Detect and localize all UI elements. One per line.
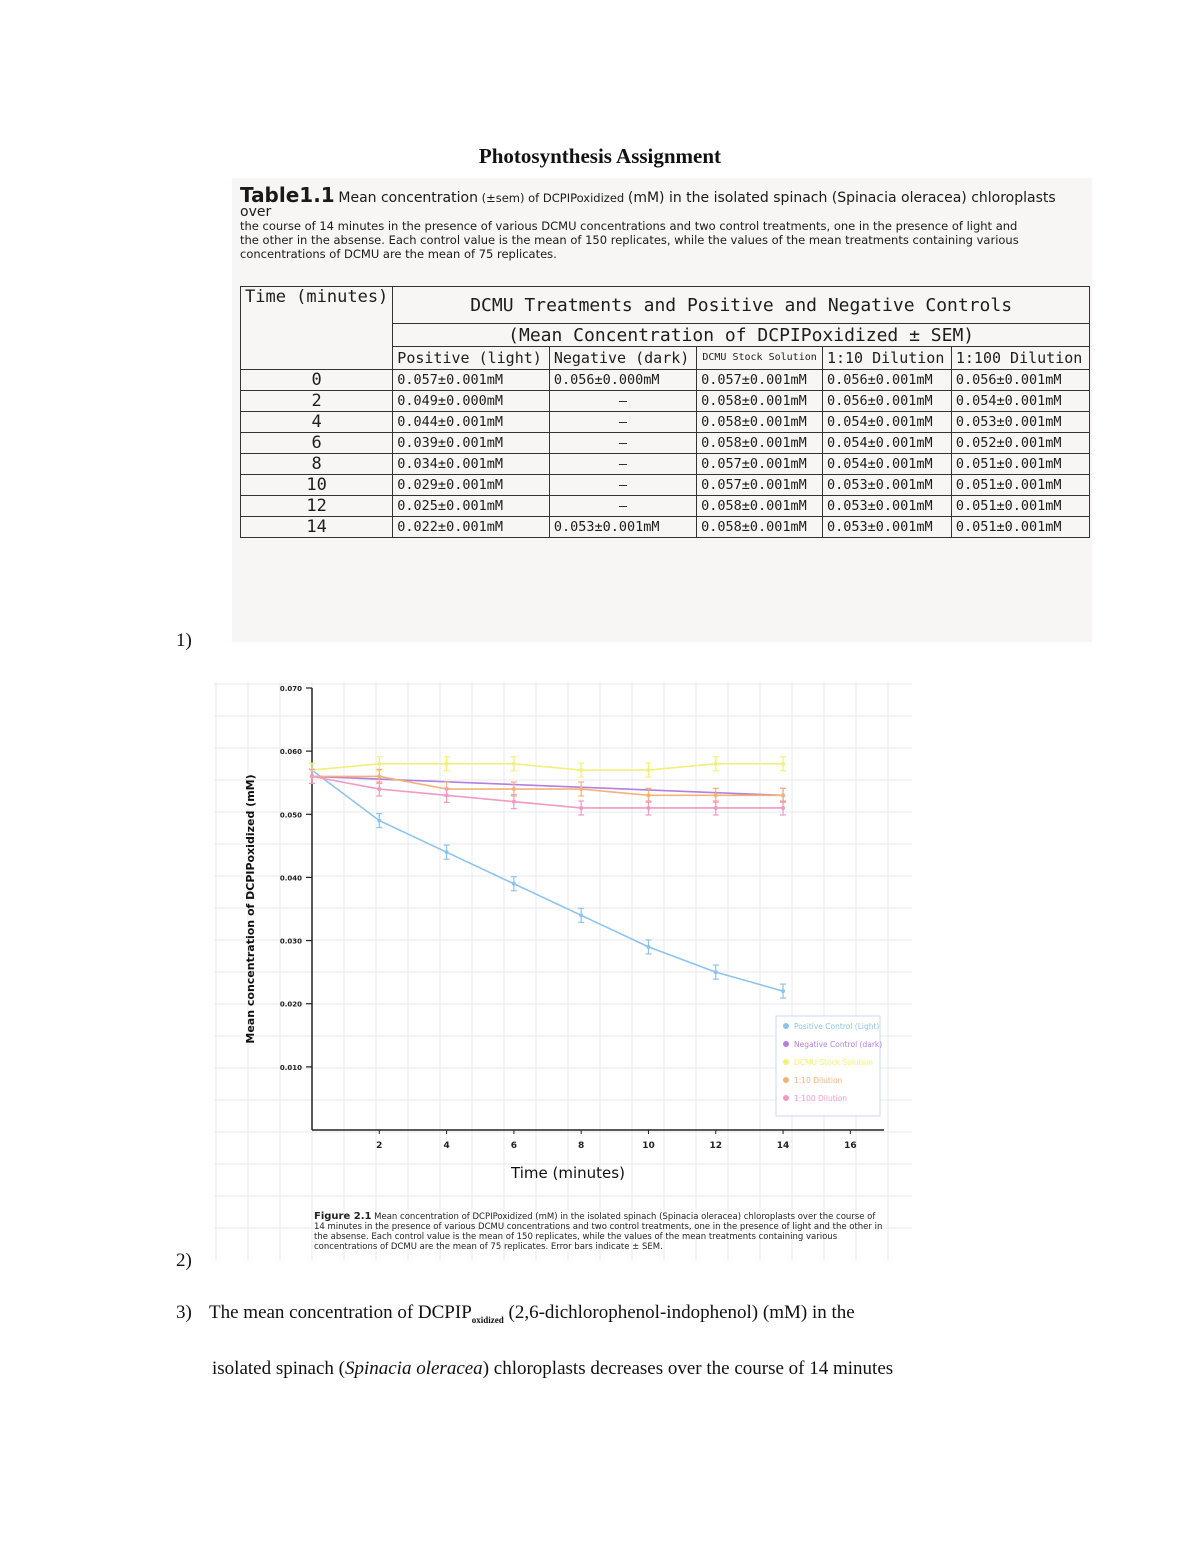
data-point (714, 793, 718, 797)
y-tick-label: 0.020 (279, 1000, 302, 1009)
x-axis-label: Time (minutes) (511, 1164, 625, 1182)
data-point (579, 768, 583, 772)
value-cell: — (549, 496, 696, 517)
x-tick-label: 8 (578, 1141, 585, 1151)
figure-caption-text: Mean concentration of DCPIPoxidized (mM) in the isolated spinach (Spinacia oleracea) chloroplasts over the course of 14 minutes in the presence of various DCMU concentrations and two control treatments, one in the presence of light and the other in the absense. Each control value is the mean of 150 replicates, while the values of the mean treatments containing various concentrations of DCMU are the mean of 75 replicates. Error bars indicate ± SEM. (314, 1212, 883, 1252)
data-point (377, 762, 381, 766)
value-cell: — (549, 475, 696, 496)
value-cell: 0.049±0.000mM (393, 391, 550, 412)
legend-marker (783, 1095, 789, 1101)
value-cell: 0.054±0.001mM (822, 454, 951, 475)
value-cell: 0.053±0.001mM (822, 496, 951, 517)
value-cell: 0.057±0.001mM (697, 454, 823, 475)
data-point (781, 806, 785, 810)
y-tick-label: 0.040 (279, 874, 302, 883)
data-point (445, 850, 449, 854)
value-cell: 0.057±0.001mM (697, 475, 823, 496)
data-point (445, 762, 449, 766)
paragraph-species: Spinacia oleracea (344, 1358, 483, 1379)
value-cell: 0.058±0.001mM (697, 391, 823, 412)
figure-caption (314, 1212, 884, 1252)
legend-marker (783, 1023, 789, 1029)
value-cell: 0.051±0.001mM (951, 475, 1089, 496)
value-cell: — (549, 391, 696, 412)
table-row (241, 412, 1090, 433)
legend-label: Positive Control (Light) (794, 1022, 880, 1031)
value-cell: 0.053±0.001mM (822, 517, 951, 538)
value-cell: 0.044±0.001mM (393, 412, 550, 433)
answer-paragraph-line1 (176, 1302, 1106, 1325)
value-cell: 0.053±0.001mM (822, 475, 951, 496)
group-header: DCMU Treatments and Positive and Negative Controls (393, 287, 1090, 324)
data-point (781, 762, 785, 766)
table-caption-line2: the course of 14 minutes in the presence of various DCMU concentrations and two control treatments, one in the presence of light and (240, 219, 1018, 233)
legend-label: DCMU Stock Solution (794, 1058, 874, 1067)
table-row (241, 496, 1090, 517)
data-point (714, 762, 718, 766)
time-cell: 2 (241, 391, 393, 412)
column-header: Negative (dark) (549, 347, 696, 370)
table-row (241, 475, 1090, 496)
value-cell: 0.057±0.001mM (697, 370, 823, 391)
value-cell: 0.039±0.001mM (393, 433, 550, 454)
series-line (312, 776, 783, 795)
data-point (781, 989, 785, 993)
legend-label: Negative Control (dark) (794, 1040, 883, 1049)
table-caption-line3: the other in the absense. Each control value is the mean of 150 replicates, while the values of the mean treatments containing various (240, 233, 1019, 247)
table-caption-part-c: (mM) in the isolated spinach (Spinacia oleracea) chloroplasts over (240, 190, 1056, 220)
x-tick-label: 10 (642, 1141, 655, 1151)
value-cell: — (549, 412, 696, 433)
x-tick-label: 16 (844, 1141, 857, 1151)
legend-marker (783, 1041, 789, 1047)
y-tick-label: 0.050 (279, 811, 302, 820)
legend-marker (783, 1077, 789, 1083)
data-table (240, 286, 1090, 538)
value-cell: 0.022±0.001mM (393, 517, 550, 538)
data-point (646, 806, 650, 810)
x-tick-label: 2 (376, 1141, 383, 1151)
legend-label: 1:100 Dilution (794, 1094, 848, 1103)
value-cell: 0.057±0.001mM (393, 370, 550, 391)
data-point (310, 774, 314, 778)
table-caption-part-b: (±sem) of DCPIPoxidized (481, 191, 625, 205)
data-point (646, 768, 650, 772)
table-row (241, 433, 1090, 454)
value-cell: 0.025±0.001mM (393, 496, 550, 517)
value-cell: 0.058±0.001mM (697, 433, 823, 454)
figure-caption-lead: Figure 2.1 (314, 1211, 372, 1222)
handwritten-table-image (232, 178, 1092, 642)
value-cell: 0.056±0.001mM (822, 370, 951, 391)
value-cell: 0.051±0.001mM (951, 496, 1089, 517)
time-cell: 0 (241, 370, 393, 391)
data-point (646, 793, 650, 797)
time-cell: 12 (241, 496, 393, 517)
y-tick-label: 0.060 (279, 748, 302, 757)
value-cell: 0.054±0.001mM (822, 412, 951, 433)
time-cell: 10 (241, 475, 393, 496)
value-cell: 0.058±0.001mM (697, 517, 823, 538)
table-caption (240, 183, 1090, 261)
legend-marker (783, 1059, 789, 1065)
value-cell: 0.056±0.000mM (549, 370, 696, 391)
x-tick-label: 14 (776, 1141, 790, 1151)
data-point (579, 913, 583, 917)
time-column-header: Time (minutes) (241, 287, 393, 370)
data-point (781, 793, 785, 797)
paragraph-text-a: The mean concentration of DCPIP (209, 1302, 472, 1323)
y-tick-label: 0.070 (279, 685, 302, 693)
data-point (579, 787, 583, 791)
value-cell: 0.052±0.001mM (951, 433, 1089, 454)
table-caption-line4: concentrations of DCMU are the mean of 75 replicates. (240, 247, 557, 261)
value-cell: 0.056±0.001mM (951, 370, 1089, 391)
y-axis-label: Mean concentration of DCPIPoxidized (mM) (244, 774, 257, 1044)
y-tick-label: 0.010 (279, 1063, 302, 1072)
x-tick-label: 12 (709, 1141, 723, 1151)
value-cell: 0.051±0.001mM (951, 517, 1089, 538)
data-point (512, 882, 516, 886)
value-cell: 0.054±0.001mM (951, 391, 1089, 412)
x-tick-label: 6 (510, 1141, 518, 1151)
table-row (241, 370, 1090, 391)
value-cell: — (549, 433, 696, 454)
paragraph-text-d: ) chloroplasts decreases over the course of 14 minutes (482, 1358, 894, 1379)
data-point (512, 787, 516, 791)
data-point (377, 787, 381, 791)
column-header: DCMU Stock Solution (697, 347, 823, 370)
table-row (241, 391, 1090, 412)
table-row (241, 454, 1090, 475)
value-cell: 0.054±0.001mM (822, 433, 951, 454)
value-cell: 0.058±0.001mM (697, 496, 823, 517)
table-row (241, 517, 1090, 538)
value-cell: 0.058±0.001mM (697, 412, 823, 433)
data-point (714, 970, 718, 974)
data-point (579, 806, 583, 810)
data-point (377, 819, 381, 823)
value-cell: 0.053±0.001mM (951, 412, 1089, 433)
item-number-3: 3) (176, 1302, 192, 1323)
time-cell: 8 (241, 454, 393, 475)
time-cell: 6 (241, 433, 393, 454)
data-point (512, 800, 516, 804)
series-line (312, 770, 783, 991)
data-point (377, 774, 381, 778)
paragraph-text-c: isolated spinach ( (212, 1358, 345, 1379)
value-cell: 0.034±0.001mM (393, 454, 550, 475)
answer-paragraph-line2 (212, 1358, 1142, 1380)
value-cell: — (549, 454, 696, 475)
value-cell: 0.056±0.001mM (822, 391, 951, 412)
data-point (445, 793, 449, 797)
column-header: 1:100 Dilution (951, 347, 1089, 370)
value-cell: 0.053±0.001mM (549, 517, 696, 538)
data-point (714, 806, 718, 810)
table-caption-part-a: Mean concentration (338, 190, 478, 206)
data-point (512, 762, 516, 766)
value-cell: 0.029±0.001mM (393, 475, 550, 496)
y-tick-label: 0.030 (279, 937, 302, 946)
item-number-1: 1) (176, 630, 192, 651)
column-header: Positive (light) (393, 347, 550, 370)
x-tick-label: 4 (443, 1141, 450, 1151)
line-chart (214, 682, 912, 1260)
time-cell: 14 (241, 517, 393, 538)
time-cell: 4 (241, 412, 393, 433)
table-caption-lead: Table1.1 (240, 183, 335, 207)
paragraph-text-b: (2,6-dichlorophenol-indophenol) (mM) in the (503, 1302, 855, 1323)
paragraph-subscript: oxidized (471, 1314, 504, 1325)
data-point (646, 945, 650, 949)
item-number-2: 2) (176, 1250, 192, 1271)
value-cell: 0.051±0.001mM (951, 454, 1089, 475)
figure-chart (214, 682, 912, 1260)
group-subheader: (Mean Concentration of DCPIPoxidized ± SEM) (393, 324, 1090, 347)
legend-label: 1:10 Dilution (794, 1076, 843, 1085)
series-line (312, 764, 783, 770)
page-title: Photosynthesis Assignment (478, 144, 722, 168)
column-header: 1:10 Dilution (822, 347, 951, 370)
